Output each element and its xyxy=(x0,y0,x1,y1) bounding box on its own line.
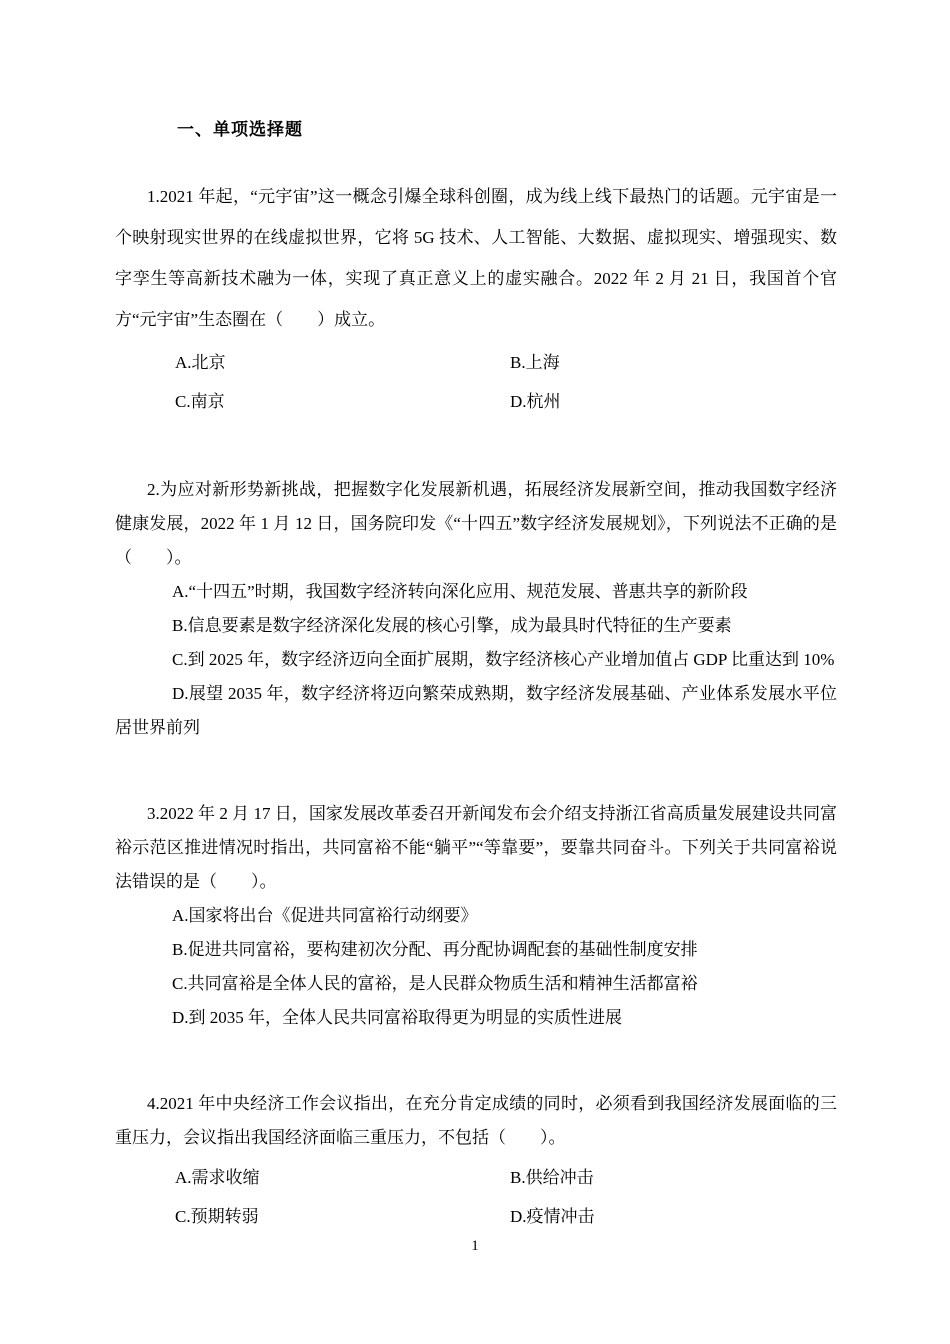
question-2-options xyxy=(115,575,837,745)
question-2-option-c: C.到 2025 年，数字经济迈向全面扩展期，数字经济核心产业增加值占 GDP 比重达到 10% xyxy=(172,650,835,669)
question-4-option-b: B.供给冲击 xyxy=(510,1168,594,1187)
section-title: 一、单项选择题 xyxy=(177,120,303,139)
question-4-option-c: C.预期转弱 xyxy=(175,1207,259,1226)
question-2-option-b: B.信息要素是数字经济深化发展的核心引擎，成为最具时代特征的生产要素 xyxy=(172,616,732,635)
question-1-option-b: B.上海 xyxy=(510,353,560,372)
question-2-option-a: A.“十四五”时期，我国数字经济转向深化应用、规范发展、普惠共享的新阶段 xyxy=(172,582,748,601)
question-3 xyxy=(115,797,837,1035)
question-2 xyxy=(115,473,837,745)
question-4 xyxy=(115,1087,837,1236)
question-3-option-b: B.促进共同富裕，要构建初次分配、再分配协调配套的基础性制度安排 xyxy=(172,940,698,959)
question-4-option-d: D.疫情冲击 xyxy=(510,1207,595,1226)
question-1-option-a: A.北京 xyxy=(175,353,226,372)
page-number: 1 xyxy=(471,1238,479,1254)
question-1-option-c: C.南京 xyxy=(175,392,225,411)
question-4-option-a: A.需求收缩 xyxy=(175,1168,260,1187)
question-1-options xyxy=(115,343,837,421)
question-3-stem: 3.2022 年 2 月 17 日，国家发展改革委召开新闻发布会介绍支持浙江省高质量发展建设共同富裕示范区推进情况时指出，共同富裕不能“躺平”“等靠要”，要靠共同奋斗。下列关于共同富裕说法错误的是（ ）。 xyxy=(115,804,837,891)
question-4-stem: 4.2021 年中央经济工作会议指出，在充分肯定成绩的同时，必须看到我国经济发展面临的三重压力，会议指出我国经济面临三重压力，不包括（ ）。 xyxy=(115,1094,837,1147)
question-3-option-c: C.共同富裕是全体人民的富裕，是人民群众物质生活和精神生活都富裕 xyxy=(172,974,698,993)
question-3-options xyxy=(115,899,837,1035)
question-2-stem: 2.为应对新形势新挑战，把握数字化发展新机遇，拓展经济发展新空间，推动我国数字经济健康发展，2022 年 1 月 12 日，国务院印发《“十四五”数字经济发展规划》，下列说法不正确的是（ ）。 xyxy=(115,480,837,567)
question-1-stem: 1.2021 年起，“元宇宙”这一概念引爆全球科创圈，成为线上线下最热门的话题。元宇宙是一个映射现实世界的在线虚拟世界，它将 5G 技术、人工智能、大数据、虚拟现实、增强现实、数字孪生等高新技术融为一体，实现了真正意义上的虚实融合。2022 年 2 月 21 日，我国首个官方“元宇宙”生态圈在（ ）成立。 xyxy=(115,187,837,329)
question-3-option-d: D.到 2035 年，全体人民共同富裕取得更为明显的实质性进展 xyxy=(172,1008,623,1027)
question-3-option-a: A.国家将出台《促进共同富裕行动纲要》 xyxy=(172,906,478,925)
question-4-options xyxy=(115,1158,837,1236)
question-1-option-d: D.杭州 xyxy=(510,392,561,411)
question-2-option-d: D.展望 2035 年，数字经济将迈向繁荣成熟期，数字经济发展基础、产业体系发展水平位居世界前列 xyxy=(115,684,837,737)
question-1 xyxy=(115,176,837,421)
